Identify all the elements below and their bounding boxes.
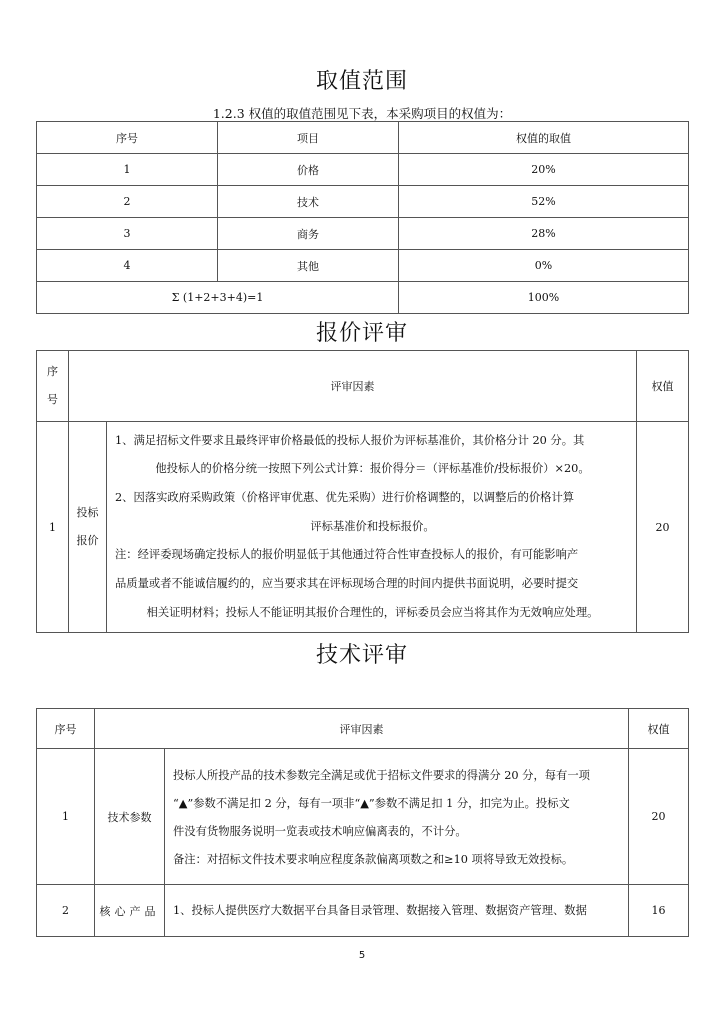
cell-weight: 20	[637, 422, 689, 633]
criteria-line: “▲”参数不满足扣 2 分，每有一项非“▲”参数不满足扣 1 分，扣完为止。投标文	[173, 796, 570, 810]
table-row	[37, 885, 689, 937]
criteria-line: 件没有货物服务说明一览表或技术响应偏离表的，不计分。	[173, 824, 467, 838]
criteria-line: 品质量或者不能诚信履约的，应当要求其在评标现场合理的时间内提供书面说明，必要时提交	[115, 577, 579, 591]
header-weight: 权值	[637, 351, 689, 422]
header-factor: 评审因素	[95, 709, 629, 749]
header-no	[37, 351, 69, 422]
header-value: 权值的取值	[399, 122, 689, 154]
intro-text: 1.2.3 权值的取值范围见下表，本采购项目的权值为：	[212, 106, 512, 121]
cell-name: 技术参数	[95, 749, 165, 885]
cell-no: 2	[37, 186, 218, 218]
table-row	[37, 218, 689, 250]
cell-name-line1: 投标	[76, 506, 99, 519]
table-header-row	[37, 122, 689, 154]
criteria-line: 投标人所投产品的技术参数完全满足或优于招标文件要求的得满分 20 分，每有一项	[173, 768, 590, 782]
page-number: 5	[358, 950, 366, 961]
criteria-line: 1、满足招标文件要求且最终评审价格最低的投标人报价为评标基准价，其价格分计 20 分。其	[115, 433, 585, 447]
criteria-line: 备注：对招标文件技术要求响应程度条款偏离项数之和≥10 项将导致无效投标。	[173, 852, 574, 866]
cell-no: 1	[37, 749, 95, 885]
table-header-row	[37, 351, 689, 422]
cell-criteria	[107, 422, 637, 633]
table-row	[37, 250, 689, 282]
criteria-line: 2、因落实政府采购政策（价格评审优惠、优先采购）进行价格调整的，以调整后的价格计算	[115, 490, 575, 504]
cell-name	[69, 422, 107, 633]
table-row	[37, 749, 689, 885]
weights-table	[36, 121, 689, 314]
cell-no: 3	[37, 218, 218, 250]
header-item: 项目	[218, 122, 399, 154]
cell-weight: 20	[629, 749, 689, 885]
table-row	[37, 186, 689, 218]
criteria-line: 1、投标人提供医疗大数据平台具备目录管理、数据接入管理、数据资产管理、数据	[173, 903, 587, 917]
cell-name: 核心产品	[95, 885, 165, 937]
criteria-line: 他投标人的价格分统一按照下列公式计算：报价得分＝（评标基准价/投标报价）×20。	[155, 462, 590, 476]
cell-value: 0%	[399, 250, 689, 282]
cell-weight: 16	[629, 885, 689, 937]
cell-no: 4	[37, 250, 218, 282]
criteria-line: 相关证明材料；投标人不能证明其报价合理性的，评标委员会应当将其作为无效响应处理。	[146, 605, 599, 619]
table-header-row	[37, 709, 689, 749]
header-no-line2: 号	[47, 393, 58, 406]
cell-criteria	[165, 749, 629, 885]
cell-item: 技术	[218, 186, 399, 218]
section-title-price: 报价评审	[315, 321, 408, 346]
table-total-row	[37, 282, 689, 314]
cell-criteria	[165, 885, 629, 937]
cell-no: 1	[37, 422, 69, 633]
cell-name-line2: 报价	[76, 534, 99, 547]
cell-no: 2	[37, 885, 95, 937]
cell-value: 52%	[399, 186, 689, 218]
section-title-range: 取值范围	[315, 69, 408, 94]
price-table	[36, 350, 689, 633]
cell-no: 1	[37, 154, 218, 186]
cell-value: 28%	[399, 218, 689, 250]
header-weight: 权值	[629, 709, 689, 749]
header-no: 序号	[37, 709, 95, 749]
total-value: 100%	[399, 282, 689, 314]
tech-table	[36, 708, 689, 937]
table-row	[37, 422, 689, 633]
section-title-tech: 技术评审	[315, 643, 408, 668]
header-no-line1: 序	[47, 365, 58, 378]
total-label: Σ (1+2+3+4)=1	[37, 282, 399, 314]
cell-item: 商务	[218, 218, 399, 250]
table-row	[37, 154, 689, 186]
criteria-line: 注：经评委现场确定投标人的报价明显低于其他通过符合性审查投标人的报价，有可能影响产	[115, 548, 579, 562]
header-no: 序号	[37, 122, 218, 154]
cell-item: 价格	[218, 154, 399, 186]
cell-item: 其他	[218, 250, 399, 282]
header-factor: 评审因素	[69, 351, 637, 422]
criteria-line: 评标基准价和投标报价。	[310, 519, 435, 533]
cell-value: 20%	[399, 154, 689, 186]
